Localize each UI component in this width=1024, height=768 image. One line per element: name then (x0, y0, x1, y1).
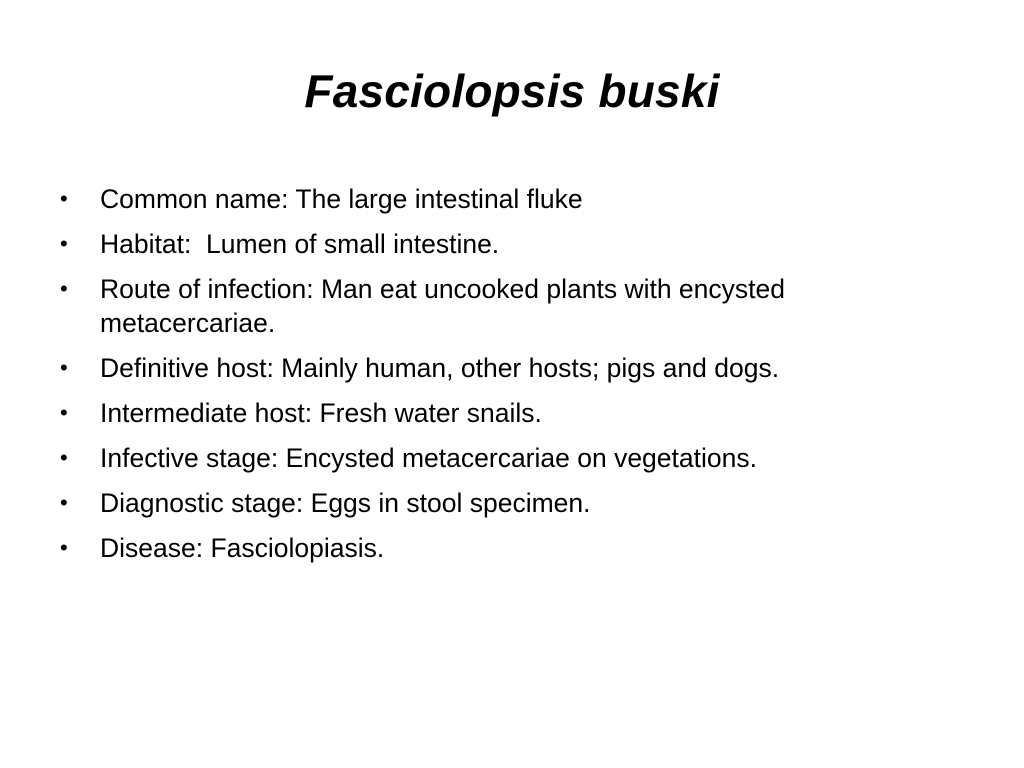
bullet-icon: • (60, 535, 68, 560)
bullet-icon: • (60, 490, 68, 515)
bullet-text: Infective stage: Encysted metacercariae on vegetations. (100, 443, 757, 473)
bullet-icon: • (60, 276, 68, 301)
bullet-item-route-of-infection (56, 272, 946, 340)
bullet-item-habitat (56, 227, 946, 261)
bullet-icon: • (60, 400, 68, 425)
bullet-icon: • (60, 445, 68, 470)
bullet-item-infective-stage (56, 441, 946, 475)
bullet-list (56, 182, 946, 576)
bullet-icon: • (60, 186, 68, 211)
bullet-item-disease (56, 531, 946, 565)
bullet-item-definitive-host (56, 351, 946, 385)
bullet-text: Diagnostic stage: Eggs in stool specimen. (100, 488, 591, 518)
bullet-text: Common name: The large intestinal fluke (100, 184, 583, 214)
bullet-text: Habitat: Lumen of small intestine. (100, 229, 500, 259)
bullet-icon: • (60, 355, 68, 380)
bullet-text: Intermediate host: Fresh water snails. (100, 398, 542, 428)
bullet-item-common-name (56, 182, 946, 216)
bullet-text: Definitive host: Mainly human, other hosts; pigs and dogs. (100, 353, 780, 383)
bullet-item-intermediate-host (56, 396, 946, 430)
bullet-text: Route of infection: Man eat uncooked plants with encysted metacercariae. (100, 274, 786, 338)
bullet-text: Disease: Fasciolopiasis. (100, 533, 385, 563)
slide-title: Fasciolopsis buski (304, 65, 720, 117)
bullet-item-diagnostic-stage (56, 486, 946, 520)
bullet-icon: • (60, 231, 68, 256)
